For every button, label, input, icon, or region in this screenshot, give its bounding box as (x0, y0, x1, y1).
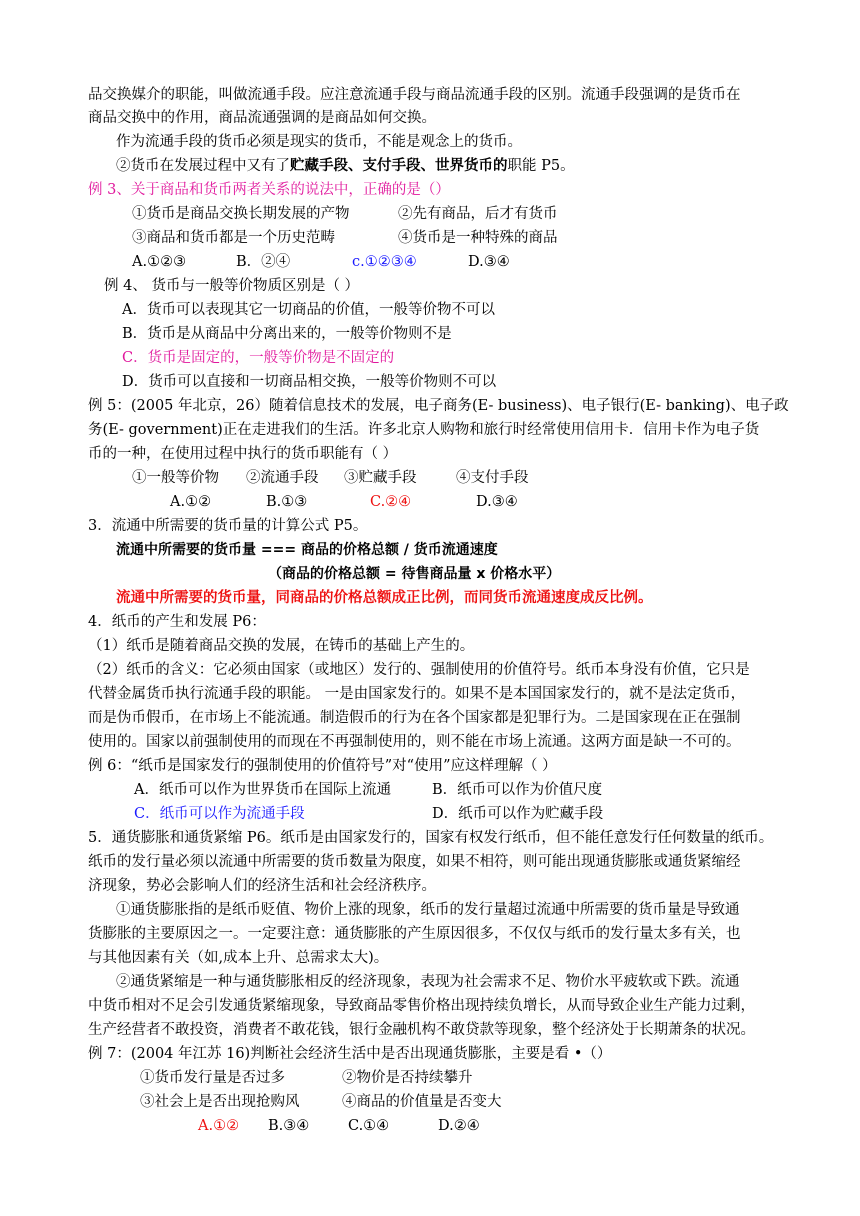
option: ②物价是否持续攀升 (342, 1070, 473, 1086)
paragraph-line: 作为流通手段的货币必须是现实的货币，不能是观念上的货币。 (116, 134, 522, 150)
correct-answer: C．纸币可以作为流通手段 (134, 806, 305, 822)
paragraph-line: 代替金属货币执行流通手段的职能。 一是由国家发行的。如果不是本国国家发行的，就不是法定货币， (88, 686, 746, 702)
answer-choice: D.③④ (468, 254, 510, 270)
answer-choice: C.①④ (348, 1118, 390, 1134)
answer-choice: B．②④ (236, 254, 291, 270)
section-heading: 5．通货膨胀和通货紧缩 P6。纸币是由国家发行的，国家有权发行纸币，但不能任意发行任何数量的纸币。 (88, 830, 774, 846)
example-7-options-row-2 (140, 1091, 840, 1113)
example-3-options-row-1 (132, 203, 832, 225)
option: ①一般等价物 (132, 470, 219, 486)
example-5-question: 例 5：(2005 年北京，26）随着信息技术的发展，电子商务(E- business)、电子银行(E- banking)、电子政 (88, 398, 789, 414)
paragraph-line: 商品交换中的作用，商品流通强调的是商品如何交换。 (88, 110, 436, 126)
paragraph-line (116, 155, 575, 177)
answer-choice: B．货币是从商品中分离出来的，一般等价物则不是 (122, 326, 452, 342)
paragraph-line: 与其他因素有关（如,成本上升、总需求太大)。 (88, 950, 389, 966)
paragraph-line: 而是伪币假币，在市场上不能流通。制造假币的行为在各个国家都是犯罪行为。二是国家现在正在强制 (88, 710, 741, 726)
answer-choice: A.①② (170, 494, 212, 510)
formula: 流通中所需要的货币量 === 商品的价格总额 / 货币流通速度 (116, 542, 498, 558)
paragraph-line: 中货币相对不足会引发通货紧缩现象，导致商品零售价格出现持续负增长，从而导致企业生产能力过剩， (88, 998, 755, 1014)
example-6-answers-row-2 (134, 803, 834, 825)
option: ②流通手段 (246, 470, 319, 486)
answer-choice: D.③④ (476, 494, 518, 510)
answer-choice: B.③④ (268, 1118, 310, 1134)
paragraph-line: （2）纸币的含义：它必须由国家（或地区）发行的、强制使用的价值符号。纸币本身没有价值，它只是 (88, 662, 750, 678)
formula-conclusion: 流通中所需要的货币量，同商品的价格总额成正比例，而同货币流通速度成反比例。 (116, 589, 653, 606)
option: ①货币是商品交换长期发展的产物 (132, 206, 350, 222)
paragraph-line: 品交换媒介的职能，叫做流通手段。应注意流通手段与商品流通手段的区别。流通手段强调的是货币在 (88, 87, 741, 103)
answer-choice: D．货币可以直接和一切商品相交换，一般等价物则不可以 (122, 374, 497, 390)
section-heading: 4．纸币的产生和发展 P6： (88, 614, 266, 630)
text-span: 职能 P5。 (507, 158, 575, 174)
example-6-question: 例 6：“纸币是国家发行的强制使用的价值符号”对“使用”应这样理解（ ） (88, 758, 557, 774)
answer-choice: D.②④ (438, 1118, 480, 1134)
option: ③社会上是否出现抢购风 (140, 1094, 300, 1110)
formula: （商品的价格总额 = 待售商品量 x 价格水平） (268, 566, 561, 582)
example-5-answers (170, 491, 770, 513)
section-heading: 3．流通中所需要的货币量的计算公式 P5。 (88, 518, 368, 534)
example-3-answers (132, 251, 832, 273)
paragraph-line: ①通货膨胀指的是纸币贬值、物价上涨的现象，纸币的发行量超过流通中所需要的货币量是导致通 (116, 902, 740, 918)
example-3-question: 例 3、关于商品和货币两者关系的说法中，正确的是（） (88, 182, 450, 198)
correct-answer: A.①② (198, 1118, 240, 1134)
paragraph-line: 济现象，势必会影响人们的经济生活和社会经济秩序。 (88, 878, 436, 894)
text-span: ②货币在发展过程中又有了 (116, 158, 290, 174)
option: ②先有商品，后才有货币 (398, 206, 558, 222)
paragraph-line: 使用的。国家以前强制使用的而现在不再强制使用的，则不能在市场上流通。这两方面是缺一不可的。 (88, 734, 741, 750)
paragraph-line: 货膨胀的主要原因之一。一定要注意：通货膨胀的产生原因很多，不仅仅与纸币的发行量太多有关，也 (88, 926, 741, 942)
answer-choice: B．纸币可以作为价值尺度 (432, 782, 603, 798)
example-5-question: 务(E- government)正在走进我们的生活。许多北京人购物和旅行时经常使用信用卡．信用卡作为电子货 (88, 422, 760, 438)
option: ④货币是一种特殊的商品 (398, 230, 558, 246)
example-5-options (132, 467, 832, 489)
example-7-answers (198, 1115, 798, 1137)
example-6-answers-row-1 (134, 779, 834, 801)
answer-choice: B.①③ (266, 494, 308, 510)
answer-choice: A.①②③ (132, 254, 187, 270)
example-5-question: 币的一种，在使用过程中执行的货币职能有（ ） (88, 446, 398, 462)
option: ④商品的价值量是否变大 (342, 1094, 502, 1110)
option: ④支付手段 (456, 470, 529, 486)
option: ③贮藏手段 (344, 470, 417, 486)
answer-choice: D．纸币可以作为贮藏手段 (432, 806, 604, 822)
answer-choice: A．纸币可以作为世界货币在国际上流通 (134, 782, 391, 798)
paragraph-line: ②通货紧缩是一种与通货膨胀相反的经济现象，表现为社会需求不足、物价水平疲软或下跌。流通 (116, 974, 740, 990)
example-7-question: 例 7：(2004 年江苏 16)判断社会经济生活中是否出现通货膨胀，主要是看 •（） (88, 1046, 612, 1062)
bold-text: 贮藏手段、支付手段、世界货币的 (290, 157, 508, 174)
option: ①货币发行量是否过多 (140, 1070, 285, 1086)
option: ③商品和货币都是一个历史范畴 (132, 230, 335, 246)
answer-choice: A．货币可以表现其它一切商品的价值，一般等价物不可以 (122, 302, 495, 318)
correct-answer: C．货币是固定的，一般等价物是不固定的 (122, 350, 395, 366)
example-7-options-row-1 (140, 1067, 840, 1089)
example-4-question: 例 4、 货币与一般等价物质区别是（ ） (104, 278, 360, 294)
paragraph-line: （1）纸币是随着商品交换的发展，在铸币的基础上产生的。 (88, 638, 475, 654)
example-3-options-row-2 (132, 227, 832, 249)
correct-answer: c.①②③④ (352, 254, 417, 270)
paragraph-line: 纸币的发行量必须以流通中所需要的货币数量为限度，如果不相符，则可能出现通货膨胀或通货紧缩经 (88, 854, 741, 870)
paragraph-line: 生产经营者不敢投资，消费者不敢花钱，银行金融机构不敢贷款等现象，整个经济处于长期萧条的状况。 (88, 1022, 755, 1038)
correct-answer: C.②④ (370, 494, 412, 510)
